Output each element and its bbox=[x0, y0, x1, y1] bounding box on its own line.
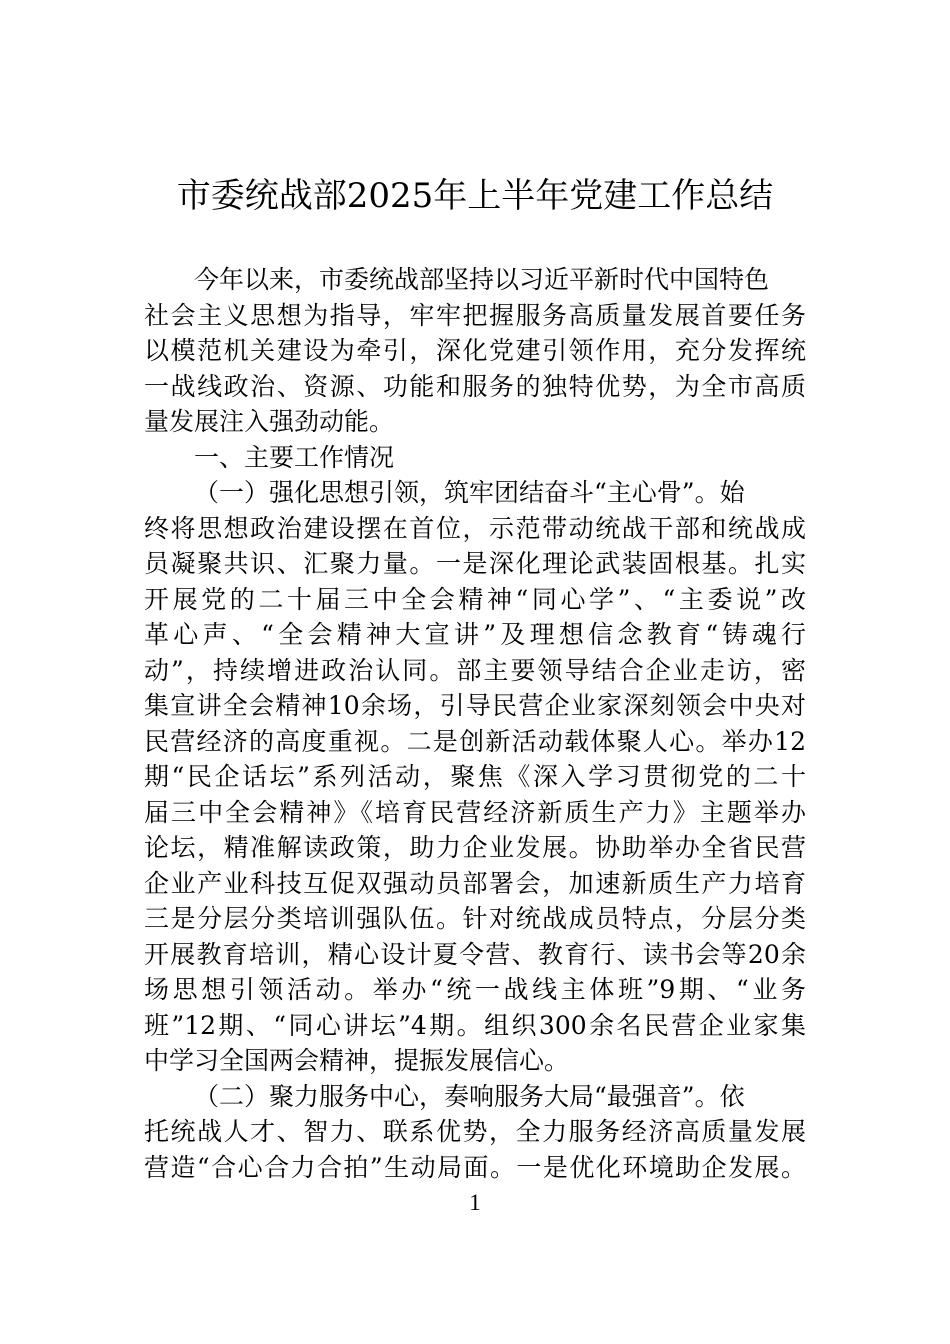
paragraph-line: 营造“合心合力合拍”生动局面。一是优化环境助企发展。 bbox=[144, 1152, 806, 1182]
subsection-heading-line: （一）强化思想引领，筑牢团结奋斗“主心骨”。始 bbox=[194, 478, 745, 507]
paragraph-line: 量发展注入强劲动能。 bbox=[144, 407, 395, 436]
section-heading: 一、主要工作情况 bbox=[194, 442, 395, 472]
paragraph-line: 动”，持续增进政治认同。部主要领导结合企业走访，密 bbox=[144, 655, 806, 685]
paragraph-line: 开展教育培训，精心设计夏令营、教育行、读书会等20余 bbox=[144, 939, 806, 969]
paragraph-line: 届三中全会精神》《培育民营经济新质生产力》主题举办 bbox=[144, 797, 806, 827]
paragraph-line: 以模范机关建设为牵引，深化党建引领作用，充分发挥统 bbox=[144, 336, 806, 365]
paragraph-line: 今年以来，市委统战部坚持以习近平新时代中国特色 bbox=[194, 265, 770, 294]
document-title: 市委统战部2025年上半年党建工作总结 bbox=[176, 176, 774, 216]
paragraph-line: 班”12期、“同心讲坛”4期。组织300余名民营企业家集 bbox=[144, 1010, 806, 1040]
paragraph-line: 场思想引领活动。举办“统一战线主体班”9期、“业务 bbox=[144, 975, 806, 1004]
paragraph-line: 员凝聚共识、汇聚力量。一是深化理论武装固根基。扎实 bbox=[144, 549, 806, 578]
paragraph-line: 一战线政治、资源、功能和服务的独特优势，为全市高质 bbox=[144, 371, 806, 401]
paragraph-line: 集宣讲全会精神10余场，引导民营企业家深刻领会中央对 bbox=[144, 691, 806, 720]
document-body bbox=[144, 262, 806, 1185]
paragraph-line: 论坛，精准解读政策，助力企业发展。协助举办全省民营 bbox=[144, 833, 806, 862]
paragraph-line: 社会主义思想为指导，牢牢把握服务高质量发展首要任务 bbox=[144, 300, 806, 330]
subsection-heading-line: （二）聚力服务中心，奏响服务大局“最强音”。依 bbox=[194, 1081, 745, 1111]
paragraph-line: 开展党的二十届三中全会精神“同心学”、“主委说”改 bbox=[144, 584, 806, 614]
paragraph-line: 革心声、“全会精神大宣讲”及理想信念教育“铸魂行 bbox=[144, 620, 806, 649]
paragraph-line: 中学习全国两会精神，提振发展信心。 bbox=[144, 1046, 570, 1075]
paragraph-line: 企业产业科技互促双强动员部署会，加速新质生产力培育 bbox=[144, 868, 806, 898]
paragraph-line: 三是分层分类培训强队伍。针对统战成员特点，分层分类 bbox=[144, 904, 806, 933]
page-number: 1 bbox=[469, 1190, 481, 1215]
paragraph-line: 终将思想政治建设摆在首位，示范带动统战干部和统战成 bbox=[144, 513, 806, 543]
paragraph-line: 期“民企话坛”系列活动，聚焦《深入学习贯彻党的二十 bbox=[144, 762, 806, 791]
paragraph-line: 托统战人才、智力、联系优势，全力服务经济高质量发展 bbox=[144, 1117, 806, 1146]
paragraph-line: 民营经济的高度重视。二是创新活动载体聚人心。举办12 bbox=[144, 726, 806, 756]
